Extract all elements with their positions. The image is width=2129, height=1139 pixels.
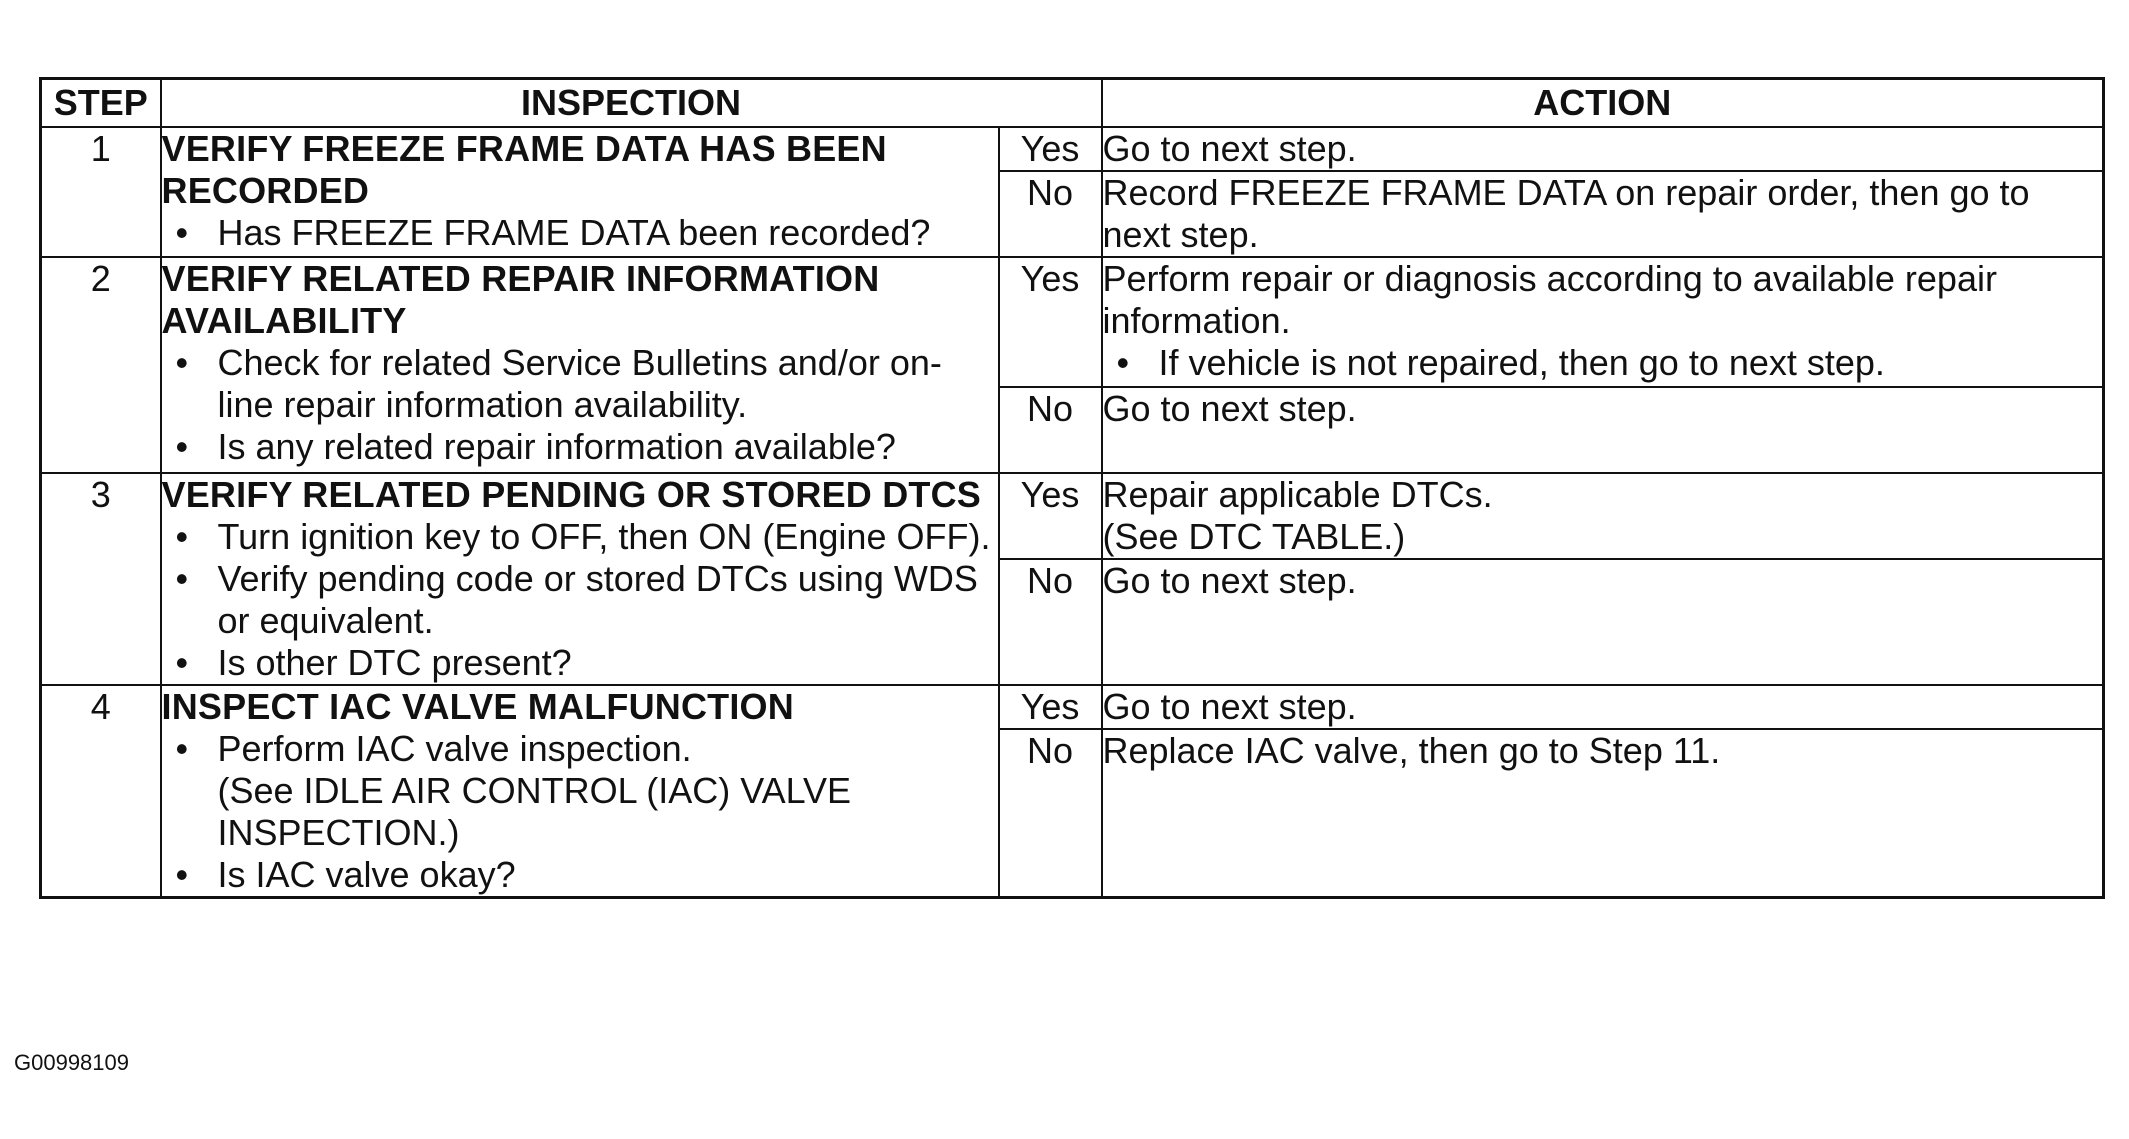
yes-action: Repair applicable DTCs. (See DTC TABLE.): [1102, 473, 2104, 559]
no-label: No: [999, 387, 1102, 473]
step-number: 1: [41, 127, 161, 257]
inspection-bullets: [162, 728, 998, 896]
step-number: 2: [41, 257, 161, 473]
inspection-bullet: • Has FREEZE FRAME DATA been recorded?: [218, 212, 998, 254]
inspection-bullet: • Turn ignition key to OFF, then ON (Engine OFF).: [218, 516, 998, 558]
inspection-bullet: • Is other DTC present?: [218, 642, 998, 684]
inspection-title: VERIFY FREEZE FRAME DATA HAS BEEN RECORDED: [161, 128, 887, 211]
inspection-cell: [161, 127, 999, 257]
yes-action: Perform repair or diagnosis according to available repair information.: [1102, 258, 1997, 341]
table-row: [41, 473, 2104, 559]
header-row: [41, 79, 2104, 128]
table-row: [41, 127, 2104, 171]
step-number: 4: [41, 685, 161, 898]
header-inspection: INSPECTION: [161, 79, 1102, 128]
figure-id: G00998109: [14, 1050, 129, 1075]
yes-label: Yes: [999, 127, 1102, 171]
step-number: 3: [41, 473, 161, 685]
inspection-bullets: [162, 342, 998, 468]
no-label: No: [999, 559, 1102, 685]
yes-action: Go to next step.: [1102, 127, 2104, 171]
inspection-bullet: • Verify pending code or stored DTCs using WDS or equivalent.: [218, 558, 998, 642]
action-bullets: [1103, 342, 2103, 384]
header-action: ACTION: [1102, 79, 2104, 128]
inspection-title: VERIFY RELATED PENDING OR STORED DTCS: [161, 474, 981, 515]
inspection-cell: [161, 257, 999, 473]
action-bullet: • If vehicle is not repaired, then go to next step.: [1159, 342, 2103, 384]
no-action: Replace IAC valve, then go to Step 11.: [1102, 729, 2104, 898]
inspection-title: VERIFY RELATED REPAIR INFORMATION AVAILABILITY: [161, 258, 880, 341]
yes-action-cell: [1102, 257, 2104, 387]
inspection-bullet: • Check for related Service Bulletins and/or on-line repair information availability.: [218, 342, 998, 426]
inspection-bullets: [162, 212, 998, 254]
inspection-cell: [161, 473, 999, 685]
inspection-bullets: [162, 516, 998, 684]
inspection-title: INSPECT IAC VALVE MALFUNCTION: [161, 686, 794, 727]
yes-label: Yes: [999, 685, 1102, 729]
header-step: STEP: [41, 79, 161, 128]
inspection-bullet: • Is any related repair information available?: [218, 426, 998, 468]
table-row: [41, 257, 2104, 387]
no-action: Record FREEZE FRAME DATA on repair order, then go to next step.: [1102, 171, 2104, 257]
inspection-bullet: • Is IAC valve okay?: [218, 854, 998, 896]
yes-label: Yes: [999, 257, 1102, 387]
no-label: No: [999, 729, 1102, 898]
no-action: Go to next step.: [1102, 387, 2104, 473]
yes-action: Go to next step.: [1102, 685, 2104, 729]
diagnostic-table: [39, 77, 2105, 899]
no-action: Go to next step.: [1102, 559, 2104, 685]
inspection-bullet: • Perform IAC valve inspection. (See IDLE AIR CONTROL (IAC) VALVE INSPECTION.): [218, 728, 998, 854]
table-row: [41, 685, 2104, 729]
no-label: No: [999, 171, 1102, 257]
inspection-cell: [161, 685, 999, 898]
yes-label: Yes: [999, 473, 1102, 559]
